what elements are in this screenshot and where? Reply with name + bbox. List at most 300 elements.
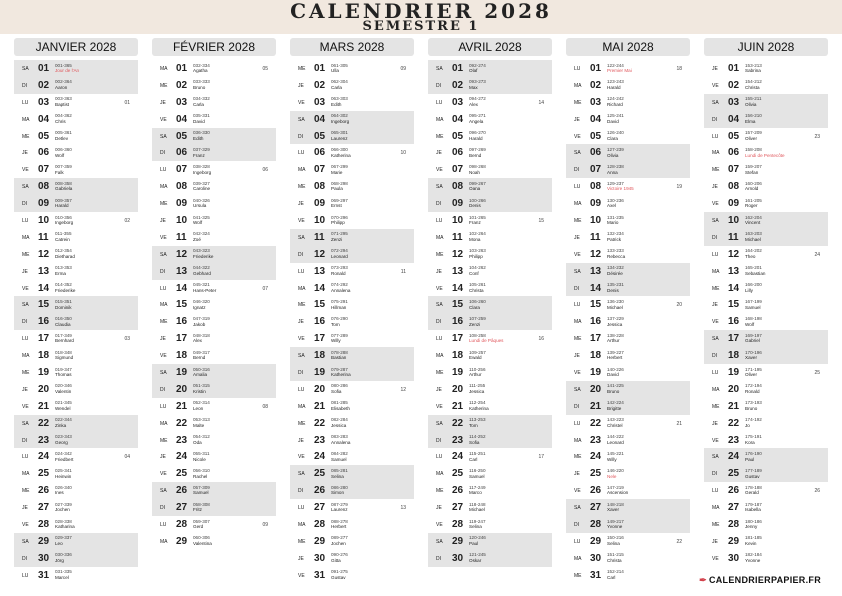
saint-name: Hans-Peter	[193, 287, 217, 293]
day-number: 16	[452, 316, 464, 328]
day-number: 03	[452, 96, 464, 108]
day-number: 10	[176, 215, 188, 227]
day-info	[193, 519, 210, 530]
day-ordinal: 123-243	[607, 79, 624, 85]
day-number: 20	[728, 383, 740, 395]
day-ordinal: 109-257	[469, 349, 486, 355]
day-row	[152, 128, 276, 145]
saint-name: Carla	[193, 101, 204, 107]
weekday-label: MA	[574, 319, 582, 326]
weekday-label: SA	[712, 336, 719, 343]
day-ordinal: 179-187	[745, 501, 762, 507]
day-ordinal: 020-346	[55, 383, 72, 389]
day-ordinal: 137-229	[607, 315, 624, 321]
day-row	[14, 296, 138, 313]
day-info	[55, 552, 72, 563]
day-ordinal: 005-361	[55, 130, 72, 136]
week-number: 21	[676, 420, 682, 427]
saint-name: Gerd	[193, 524, 204, 530]
day-row	[14, 263, 138, 280]
day-row	[290, 60, 414, 77]
day-number: 15	[38, 299, 50, 311]
weekday-label: ME	[298, 66, 306, 72]
day-number: 28	[452, 519, 464, 531]
weekday-label: SA	[298, 353, 305, 360]
day-number: 02	[38, 79, 50, 91]
day-row	[152, 296, 276, 313]
day-ordinal: 061-305	[331, 62, 348, 68]
weekday-label: DI	[298, 251, 303, 258]
day-row	[566, 128, 690, 145]
day-ordinal: 043-323	[193, 248, 210, 254]
day-info	[55, 451, 73, 462]
weekday-label: DI	[160, 268, 165, 275]
day-info	[193, 299, 210, 310]
day-number: 11	[314, 231, 325, 243]
day-ordinal: 090-276	[331, 552, 348, 558]
saint-name: Wolf	[193, 220, 203, 226]
day-row	[566, 516, 690, 533]
saint-name: Friederike	[193, 254, 214, 259]
weekday-label: ME	[436, 251, 444, 258]
day-number: 07	[452, 164, 464, 176]
saint-name: Elma	[745, 118, 756, 124]
day-info	[469, 79, 486, 90]
day-row	[428, 482, 552, 499]
weekday-label: VE	[298, 454, 305, 461]
day-ordinal: 107-259	[469, 315, 486, 321]
day-row	[566, 313, 690, 330]
weekday-label: VE	[298, 99, 305, 106]
saint-name: Ulla	[331, 68, 339, 74]
month-column	[14, 38, 138, 584]
day-row	[152, 111, 276, 128]
day-ordinal: 039-327	[193, 180, 210, 186]
weekday-label: ME	[436, 133, 444, 140]
weekday-label: DI	[712, 471, 717, 478]
saint-name: Carla	[331, 85, 342, 91]
day-row	[428, 432, 552, 449]
weekday-label: DI	[298, 133, 303, 140]
day-number: 21	[176, 400, 188, 412]
day-row	[14, 499, 138, 516]
saint-name: Olivia	[607, 152, 619, 158]
day-number: 11	[728, 231, 739, 243]
saint-name: Wolf	[55, 152, 65, 158]
saint-name: Jochen	[331, 541, 346, 547]
weekday-label: ME	[298, 184, 306, 191]
saint-name: Samuel	[331, 456, 347, 462]
day-number: 19	[590, 367, 602, 379]
day-number: 01	[452, 63, 464, 74]
weekday-label: DI	[160, 150, 165, 157]
day-row	[566, 229, 690, 246]
day-ordinal: 062-304	[331, 79, 348, 85]
day-row	[704, 550, 828, 567]
saint-name: Noah	[469, 169, 480, 175]
saint-name: Philipp	[469, 254, 483, 259]
saint-name: Jessica	[469, 389, 485, 395]
holiday-name: Nele	[607, 473, 617, 479]
day-row	[14, 144, 138, 161]
day-info	[745, 316, 762, 327]
day-info	[331, 350, 348, 361]
day-row	[152, 415, 276, 432]
day-number: 17	[38, 333, 50, 345]
day-row	[152, 448, 276, 465]
day-row	[290, 144, 414, 161]
day-info	[193, 502, 210, 513]
saint-name: Ascension	[607, 490, 629, 496]
day-info	[607, 147, 624, 158]
day-row	[152, 347, 276, 364]
day-number: 21	[38, 400, 50, 412]
day-number: 17	[590, 333, 602, 345]
day-info	[469, 367, 486, 378]
saint-name: Olivia	[745, 101, 757, 107]
day-number: 20	[176, 383, 188, 395]
day-info	[469, 164, 486, 175]
day-ordinal: 136-230	[607, 298, 624, 304]
day-number: 08	[38, 181, 50, 193]
day-number: 23	[314, 434, 326, 446]
saint-name: Simon	[331, 490, 345, 496]
weekday-label: MA	[22, 471, 30, 478]
day-number: 14	[38, 282, 50, 294]
day-number: 16	[38, 316, 50, 328]
day-ordinal: 162-204	[745, 214, 762, 220]
weekday-label: DI	[712, 234, 717, 241]
saint-name: Ronald	[745, 389, 760, 395]
day-info	[55, 164, 72, 175]
weekday-label: LU	[160, 167, 167, 174]
day-number: 18	[728, 350, 740, 362]
day-number: 22	[38, 417, 50, 429]
saint-name: Gustav	[745, 473, 760, 479]
month-header: JANVIER 2028	[14, 38, 138, 56]
day-info	[469, 468, 486, 479]
day-info	[745, 367, 762, 378]
day-ordinal: 012-354	[55, 248, 72, 254]
day-row	[14, 60, 138, 77]
day-info	[745, 63, 762, 74]
weekday-label: VE	[22, 403, 29, 410]
day-ordinal: 176-190	[745, 450, 762, 456]
saint-name: David	[193, 118, 205, 124]
day-ordinal: 085-281	[331, 467, 348, 473]
weekday-label: JE	[22, 386, 28, 393]
saint-name: Patrick	[607, 237, 622, 243]
day-info	[331, 299, 348, 310]
day-info	[331, 502, 348, 513]
weekday-label: DI	[436, 319, 441, 326]
day-ordinal: 129-237	[607, 180, 624, 186]
day-number: 19	[728, 367, 740, 379]
weekday-label: MA	[712, 150, 720, 157]
saint-name: Thomas	[55, 372, 72, 378]
weekday-label: SA	[436, 302, 443, 309]
weekday-label: MA	[22, 353, 30, 360]
day-info	[469, 485, 486, 496]
holiday-name: Premier Mai	[607, 68, 632, 74]
day-row	[14, 94, 138, 111]
day-info	[55, 113, 72, 124]
day-info	[745, 248, 762, 259]
saint-name: Ignatz	[193, 304, 206, 310]
saint-name: Angela	[469, 118, 484, 124]
day-row	[566, 77, 690, 94]
saint-name: Leo	[55, 541, 63, 547]
day-info	[469, 502, 486, 513]
day-row	[290, 178, 414, 195]
day-ordinal: 092-274	[469, 62, 486, 68]
day-ordinal: 024-342	[55, 450, 72, 456]
day-ordinal: 113-253	[469, 417, 486, 423]
saint-name: Falk	[55, 169, 64, 175]
holiday-name: Lundi de Pâques	[469, 338, 504, 344]
day-row	[290, 347, 414, 364]
day-number: 28	[176, 519, 188, 531]
weekday-label: VE	[574, 370, 581, 377]
day-info	[193, 400, 210, 411]
weekday-label: JE	[22, 150, 28, 157]
day-row	[14, 195, 138, 212]
day-ordinal: 131-235	[607, 214, 624, 220]
weekday-label: JE	[436, 505, 442, 512]
day-number: 27	[590, 502, 602, 514]
day-ordinal: 093-273	[469, 79, 486, 85]
saint-name: Bruno	[607, 389, 620, 395]
day-number: 13	[38, 265, 50, 277]
saint-name: Claudia	[55, 321, 71, 327]
day-ordinal: 010-356	[55, 214, 72, 220]
week-number: 23	[814, 133, 820, 140]
day-row	[566, 195, 690, 212]
day-number: 01	[314, 63, 326, 74]
weekday-label: VE	[712, 201, 719, 208]
saint-name: Leonard	[331, 254, 348, 259]
saint-name: Agatha	[193, 68, 208, 74]
weekday-label: ME	[160, 201, 168, 208]
day-info	[607, 265, 624, 276]
day-info	[331, 130, 348, 141]
day-row	[704, 415, 828, 432]
saint-name: Alex	[193, 338, 202, 344]
day-row	[152, 533, 276, 550]
day-number: 30	[590, 552, 602, 564]
day-info	[745, 333, 762, 344]
day-row	[704, 144, 828, 161]
saint-name: Jochen	[55, 507, 70, 513]
day-number: 16	[314, 316, 326, 328]
day-number: 10	[38, 215, 50, 227]
day-number: 26	[314, 485, 326, 497]
day-row	[704, 280, 828, 297]
weekday-label: JE	[298, 201, 304, 208]
day-number: 03	[728, 96, 740, 108]
day-row	[152, 212, 276, 229]
day-info	[469, 333, 503, 344]
day-info	[745, 400, 762, 411]
day-info	[469, 417, 486, 428]
weekday-label: JE	[298, 437, 304, 444]
day-ordinal: 169-197	[745, 332, 762, 338]
day-ordinal: 076-290	[331, 315, 348, 321]
day-info	[469, 147, 486, 158]
day-row	[14, 347, 138, 364]
day-number: 31	[314, 569, 326, 581]
day-row	[152, 516, 276, 533]
saint-name: Paula	[331, 186, 343, 192]
weekday-label: VE	[22, 167, 29, 174]
day-ordinal: 096-270	[469, 130, 486, 136]
weekday-label: DI	[298, 370, 303, 377]
day-info	[469, 552, 486, 563]
weekday-label: ME	[298, 538, 306, 545]
day-info	[193, 451, 210, 462]
weekday-label: DI	[574, 167, 579, 174]
day-ordinal: 004-362	[55, 113, 72, 119]
saint-name: Edith	[331, 101, 342, 107]
day-row	[14, 313, 138, 330]
brand-logo	[699, 575, 821, 586]
saint-name: Brigitte	[607, 406, 622, 412]
day-number: 10	[452, 215, 464, 227]
day-row	[428, 313, 552, 330]
weekday-label: MA	[298, 285, 306, 292]
saint-name: Sabrina	[745, 68, 761, 74]
day-info	[745, 181, 762, 192]
day-row	[566, 178, 690, 195]
day-row	[428, 398, 552, 415]
day-info	[193, 417, 210, 428]
day-number: 23	[176, 434, 188, 446]
day-number: 07	[38, 164, 50, 176]
weekday-label: DI	[436, 555, 441, 562]
week-number: 09	[262, 522, 268, 529]
day-info	[469, 265, 486, 276]
weekday-label: MA	[574, 555, 582, 562]
saint-name: Zoé	[193, 237, 201, 243]
day-row	[428, 415, 552, 432]
day-info	[331, 164, 348, 175]
day-ordinal: 084-282	[331, 450, 348, 456]
weekday-label: DI	[712, 353, 717, 360]
day-ordinal: 014-352	[55, 282, 72, 288]
day-row	[14, 128, 138, 145]
day-number: 01	[728, 63, 740, 74]
day-number: 24	[38, 451, 50, 463]
weekday-label: ME	[574, 454, 582, 461]
day-number: 02	[590, 79, 602, 91]
weekday-label: MA	[22, 116, 30, 123]
day-number: 12	[590, 248, 602, 260]
day-row	[704, 195, 828, 212]
day-ordinal: 175-191	[745, 434, 762, 440]
day-info	[331, 434, 350, 445]
saint-name: Fritz	[193, 507, 202, 513]
day-number: 28	[590, 519, 602, 531]
weekday-label: LU	[436, 454, 443, 461]
saint-name: Valentina	[193, 541, 212, 547]
saint-name: Selina	[607, 541, 620, 547]
day-info	[193, 316, 210, 327]
day-row	[14, 550, 138, 567]
saint-name: Bernhard	[55, 338, 74, 344]
week-number: 13	[400, 505, 406, 512]
day-row	[566, 330, 690, 347]
saint-name: Ingeborg	[331, 118, 350, 124]
day-row	[152, 330, 276, 347]
day-info	[331, 181, 348, 192]
day-info	[607, 248, 625, 259]
saint-name: Aaron	[55, 85, 68, 91]
day-info	[607, 130, 624, 141]
day-ordinal: 150-216	[607, 535, 624, 541]
saint-name: Yvonne	[745, 558, 761, 564]
day-number: 30	[452, 552, 464, 564]
day-number: 07	[590, 164, 602, 176]
weekday-label: DI	[160, 505, 165, 512]
day-number: 20	[38, 383, 50, 395]
day-row	[152, 144, 276, 161]
day-ordinal: 054-312	[193, 434, 210, 440]
saint-name: Sofia	[331, 389, 342, 395]
day-number: 03	[590, 96, 602, 108]
weekday-label: MA	[574, 437, 582, 444]
weekday-label: SA	[436, 538, 443, 545]
day-info	[331, 231, 348, 242]
day-number: 04	[314, 113, 326, 125]
weekday-label: LU	[574, 184, 581, 191]
day-number: 21	[314, 400, 326, 412]
day-info	[745, 417, 762, 428]
day-row	[566, 94, 690, 111]
day-row	[566, 499, 690, 516]
saint-name: Sigmund	[55, 355, 74, 361]
saint-name: Catrein	[55, 237, 70, 243]
saint-name: Max	[469, 85, 478, 91]
day-info	[469, 181, 486, 192]
day-number: 29	[452, 535, 464, 547]
page-subtitle: SEMESTRE 1	[362, 19, 480, 34]
day-row	[152, 161, 276, 178]
day-row	[428, 212, 552, 229]
day-row	[704, 263, 828, 280]
weekday-label: LU	[436, 99, 443, 106]
day-number: 22	[452, 417, 464, 429]
day-ordinal: 104-262	[469, 265, 486, 271]
saint-name: Olaf	[469, 68, 478, 74]
day-ordinal: 053-313	[193, 417, 210, 423]
day-number: 24	[590, 451, 602, 463]
day-row	[290, 280, 414, 297]
day-info	[193, 113, 210, 124]
day-ordinal: 165-201	[745, 265, 762, 271]
day-info	[331, 282, 350, 293]
weekday-label: VE	[712, 555, 719, 562]
day-ordinal: 127-239	[607, 146, 624, 152]
day-number: 05	[38, 130, 50, 142]
day-number: 10	[314, 215, 326, 227]
saint-name: Axel	[607, 203, 616, 209]
holiday-name: Victoire 1945	[607, 186, 634, 192]
day-number: 30	[728, 552, 740, 564]
day-ordinal: 132-234	[607, 231, 624, 237]
month-column	[566, 38, 690, 584]
weekday-label: LU	[298, 268, 305, 275]
week-number: 17	[538, 454, 544, 461]
